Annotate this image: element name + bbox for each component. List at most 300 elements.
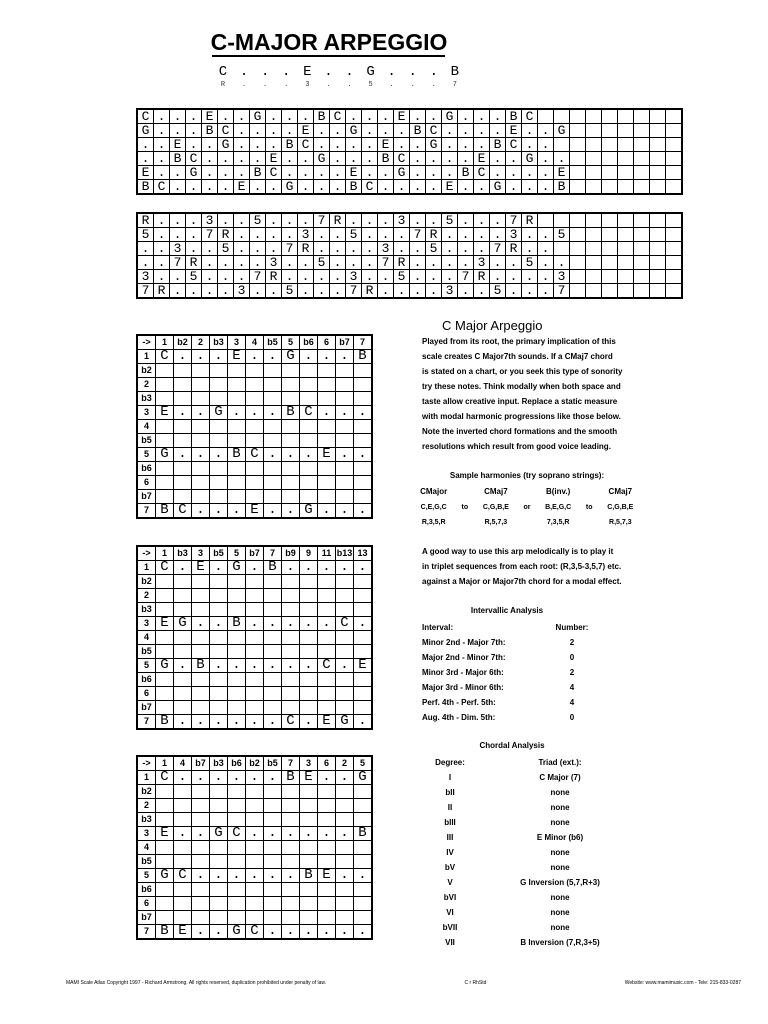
grid-header-cell: 4: [174, 756, 192, 771]
fret-degree-cell: [586, 213, 602, 228]
triad-col-header: Triad (ext.):: [538, 758, 582, 767]
grid-header-cell: 1: [156, 335, 174, 350]
grid-row: [137, 350, 372, 364]
grid-cell: [192, 589, 210, 603]
grid-header-cell: b7: [246, 546, 264, 561]
grid-cell: [318, 589, 336, 603]
fret-note-cell: [602, 109, 618, 124]
fret-degree-cell: 7: [202, 228, 218, 242]
grid-cell: [210, 841, 228, 855]
grid-row-label: 6: [137, 687, 156, 701]
fret-degree-cell: .: [314, 270, 330, 284]
grid-cell: [318, 883, 336, 897]
fret-degree-cell: .: [474, 213, 490, 228]
grid-cell: [354, 673, 373, 687]
fret-note-cell: [570, 180, 586, 195]
sequence-degree: .: [263, 81, 268, 89]
grid-cell: [300, 575, 318, 589]
fret-degree-cell: 7: [506, 213, 522, 228]
grid-cell: [228, 476, 246, 490]
grid-cell: .: [174, 827, 192, 841]
fret-degree-cell: [634, 213, 650, 228]
grid-cell: [246, 785, 264, 799]
grid-cell: [228, 462, 246, 476]
grid-cell: [228, 883, 246, 897]
grid-cell: [174, 462, 192, 476]
grid-cell: [156, 687, 174, 701]
grid-cell: E: [228, 350, 246, 364]
fret-note-cell: [570, 109, 586, 124]
fret-note-cell: B: [202, 124, 218, 138]
chord-row: [420, 935, 640, 950]
chord-triad: none: [550, 818, 570, 827]
grid-cell: [300, 841, 318, 855]
sequence-note: E: [303, 64, 312, 80]
grid-cell: [192, 673, 210, 687]
fret-note-cell: [650, 166, 666, 180]
grid-header-cell: 4: [246, 335, 264, 350]
fret-degree-cell: .: [234, 242, 250, 256]
fret-note-cell: .: [474, 109, 490, 124]
fret-note-cell: .: [378, 180, 394, 195]
intervallic-table-wrap: [422, 620, 602, 725]
grid-cell: [336, 476, 354, 490]
fret-degree-cell: 5: [554, 228, 570, 242]
fret-note-row: [137, 166, 682, 180]
fret-note-cell: .: [362, 109, 378, 124]
grid-cell: [228, 420, 246, 434]
grid-cell: [174, 673, 192, 687]
fret-degree-cell: 3: [234, 284, 250, 299]
grid-row-label: b2: [137, 785, 156, 799]
fret-note-cell: C: [362, 180, 378, 195]
fret-degree-cell: .: [538, 270, 554, 284]
fret-degree-cell: 5: [522, 256, 538, 270]
grid-cell: E: [156, 406, 174, 420]
grid-cell: .: [354, 561, 373, 575]
fret-degree-cell: .: [442, 270, 458, 284]
grid-cell: [354, 476, 373, 490]
melodic-line: A good way to use this arp melodically is to play it: [422, 547, 614, 556]
grid-cell: [210, 631, 228, 645]
fret-note-cell: [634, 166, 650, 180]
harmony-degrees: [455, 519, 474, 526]
grid-cell: [282, 378, 300, 392]
grid-cell: B: [354, 827, 373, 841]
grid-cell: [246, 631, 264, 645]
grid-cell: B: [282, 771, 300, 785]
grid-cell: [318, 799, 336, 813]
grid-header-cell: b5: [210, 546, 228, 561]
fret-note-cell: .: [426, 166, 442, 180]
fret-degree-cell: .: [170, 228, 186, 242]
fret-degree-cell: .: [234, 228, 250, 242]
grid-row-label: b7: [137, 490, 156, 504]
fret-note-cell: [618, 138, 634, 152]
grid-header-cell: b9: [282, 546, 300, 561]
grid-header-cell: b5: [264, 756, 282, 771]
sequence-note: G: [366, 64, 375, 80]
grid-cell: C: [318, 659, 336, 673]
grid-row-label: b3: [137, 813, 156, 827]
fret-degree-cell: .: [426, 270, 442, 284]
sequence-degree: .: [347, 81, 352, 89]
fret-note-cell: E: [298, 124, 314, 138]
grid-row-label: b7: [137, 911, 156, 925]
fret-degree-cell: .: [218, 284, 234, 299]
fret-degree-cell: .: [394, 284, 410, 299]
grid-cell: [174, 476, 192, 490]
grid-cell: .: [336, 659, 354, 673]
chord-triad: G Inversion (5,7,R+3): [520, 878, 600, 887]
grid-header-cell: ->: [137, 335, 156, 350]
grid-cell: .: [246, 617, 264, 631]
fret-degree-cell: R: [218, 228, 234, 242]
grid-cell: .: [228, 406, 246, 420]
grid-cell: [354, 575, 373, 589]
grid-cell: C: [174, 504, 192, 519]
sequence-note: C: [218, 64, 228, 80]
fret-degree-cell: .: [266, 284, 282, 299]
grid-cell: [354, 364, 373, 378]
grid-row-label: 4: [137, 631, 156, 645]
fret-note-cell: .: [458, 109, 474, 124]
grid-row-label: 5: [137, 869, 156, 883]
fret-note-cell: .: [298, 109, 314, 124]
fret-note-cell: .: [538, 166, 554, 180]
grid-cell: [318, 462, 336, 476]
fret-note-cell: [570, 166, 586, 180]
grid-row-label: b2: [137, 575, 156, 589]
grid-cell: .: [318, 617, 336, 631]
fretboard-degrees-table: [136, 212, 683, 299]
harmony-degrees: [580, 519, 599, 526]
description-line: is stated on a chart, or you seek this type of sonority: [422, 367, 623, 376]
fret-degree-cell: .: [538, 284, 554, 299]
chord-degree: IV: [446, 848, 454, 857]
fret-note-cell: .: [522, 180, 538, 195]
fret-degree-cell: .: [298, 213, 314, 228]
grid-cell: E: [300, 771, 318, 785]
grid-cell: [210, 462, 228, 476]
grid-cell: [318, 841, 336, 855]
fret-degree-cell: 7: [250, 270, 266, 284]
grid-row: [137, 785, 372, 799]
grid-row-label: 7: [137, 715, 156, 730]
fret-degree-cell: .: [490, 256, 506, 270]
fret-degree-cell: 5: [250, 213, 266, 228]
grid-cell: [354, 785, 373, 799]
harmonies-degrees-row: [412, 519, 642, 526]
fret-note-cell: E: [394, 109, 410, 124]
fret-note-cell: [618, 152, 634, 166]
grid-cell: .: [336, 504, 354, 519]
fret-note-cell: .: [362, 138, 378, 152]
grid-cell: .: [174, 448, 192, 462]
grid-cell: [318, 897, 336, 911]
grid-cell: [246, 897, 264, 911]
fret-note-cell: .: [474, 124, 490, 138]
grid-cell: .: [210, 771, 228, 785]
fret-note-cell: [666, 180, 683, 195]
fret-degree-row: [137, 242, 682, 256]
interval-name: Major 3rd - Minor 6th:: [422, 683, 504, 692]
grid-cell: [354, 897, 373, 911]
fret-note-cell: E: [442, 180, 458, 195]
fretboard-notes-table: [136, 108, 683, 195]
section-title: C Major Arpeggio: [442, 318, 543, 333]
fret-degree-cell: .: [522, 270, 538, 284]
melodic-line: in triplet sequences from each root: (R,3,5-3,5,7) etc.: [422, 562, 622, 571]
grid-table-chromatic: [136, 334, 373, 519]
grid-header-cell: 5: [228, 546, 246, 561]
chord-row: [420, 875, 640, 890]
chord-triad: E Minor (b6): [536, 833, 584, 842]
grid-cell: [300, 364, 318, 378]
fret-degree-cell: .: [474, 284, 490, 299]
interval-name: Minor 2nd - Major 7th:: [422, 638, 506, 647]
sequence-degree: .: [410, 81, 415, 89]
grid-cell: [354, 462, 373, 476]
fret-degree-cell: .: [410, 242, 426, 256]
grid-row: [137, 504, 372, 519]
grid-cell: .: [282, 659, 300, 673]
grid-row-label: b5: [137, 645, 156, 659]
grid-cell: [300, 785, 318, 799]
fret-note-cell: .: [250, 180, 266, 195]
fret-note-cell: .: [522, 124, 538, 138]
fret-note-cell: C: [394, 152, 410, 166]
fret-note-cell: .: [154, 124, 170, 138]
fret-note-cell: [586, 138, 602, 152]
grid-cell: [354, 589, 373, 603]
grid-header-cell: 3: [300, 756, 318, 771]
fret-degree-cell: [650, 284, 666, 299]
fret-note-cell: B: [458, 166, 474, 180]
grid-cell: .: [264, 504, 282, 519]
grid-row: [137, 378, 372, 392]
sequence-degree: 3: [305, 81, 310, 89]
fret-note-cell: .: [458, 138, 474, 152]
fret-degree-cell: 5: [186, 270, 202, 284]
grid-row: [137, 575, 372, 589]
fret-note-cell: C: [218, 124, 234, 138]
fret-degree-cell: 7: [554, 284, 570, 299]
fret-degree-cell: .: [426, 213, 442, 228]
fret-degree-cell: .: [314, 242, 330, 256]
fret-note-cell: [650, 138, 666, 152]
harmony-degrees: 7,3,5,R: [546, 519, 570, 526]
chord-degree: bII: [445, 788, 455, 797]
sequence-note: .: [408, 64, 417, 80]
grid-cell: [174, 841, 192, 855]
grid-cell: [156, 420, 174, 434]
grid-cell: [300, 687, 318, 701]
grid-row-label: 7: [137, 925, 156, 940]
fret-degree-cell: .: [250, 228, 266, 242]
interval-number: 2: [569, 668, 575, 677]
grid-row-label: 5: [137, 448, 156, 462]
interval-name: Major 2nd - Minor 7th:: [422, 653, 506, 662]
grid-cell: B: [192, 659, 210, 673]
grid-cell: .: [282, 561, 300, 575]
fret-degree-cell: 7: [282, 242, 298, 256]
grid-cell: .: [282, 827, 300, 841]
fret-note-cell: B: [506, 109, 522, 124]
grid-cell: [246, 841, 264, 855]
grid-cell: .: [300, 925, 318, 940]
grid-cell: [174, 378, 192, 392]
fret-degree-cell: R: [154, 284, 170, 299]
chord-degree: bVI: [443, 893, 457, 902]
fret-note-cell: .: [442, 138, 458, 152]
grid-cell: .: [336, 869, 354, 883]
fret-degree-cell: 3: [474, 256, 490, 270]
grid-cell: .: [192, 448, 210, 462]
chord-triad: B Inversion (7,R,3+5): [520, 938, 600, 947]
grid-cell: [246, 673, 264, 687]
grid-cell: E: [246, 504, 264, 519]
grid-cell: [246, 364, 264, 378]
fret-note-cell: G: [218, 138, 234, 152]
grid-cell: [264, 476, 282, 490]
grid-cell: [156, 799, 174, 813]
grid-row-label: 1: [137, 771, 156, 785]
intervallic-heading: Intervallic Analysis: [470, 606, 544, 615]
fret-note-cell: C: [522, 109, 538, 124]
grid-cell: .: [264, 659, 282, 673]
fret-note-cell: .: [298, 166, 314, 180]
fret-degree-cell: 3: [266, 256, 282, 270]
grid-header-cell: 3: [228, 335, 246, 350]
fret-degree-cell: .: [314, 284, 330, 299]
grid-cell: C: [336, 617, 354, 631]
grid-cell: [156, 631, 174, 645]
fret-degree-cell: 3: [298, 228, 314, 242]
fret-note-cell: .: [426, 180, 442, 195]
fret-degree-cell: .: [378, 213, 394, 228]
grid-cell: [282, 364, 300, 378]
grid-cell: [300, 883, 318, 897]
grid-cell: [336, 364, 354, 378]
grid-cell: [210, 799, 228, 813]
grid-cell: [246, 589, 264, 603]
grid-cell: [156, 841, 174, 855]
grid-cell: [156, 378, 174, 392]
fret-degree-cell: .: [154, 228, 170, 242]
fret-degree-cell: [634, 270, 650, 284]
grid-row: [137, 406, 372, 420]
fret-note-cell: [570, 124, 586, 138]
grid-cell: [174, 785, 192, 799]
fret-degree-cell: [586, 270, 602, 284]
grid-cell: .: [174, 659, 192, 673]
grid-header-cell: b7: [192, 756, 210, 771]
fret-note-cell: G: [282, 180, 298, 195]
grid-cell: .: [336, 561, 354, 575]
fret-note-cell: [666, 152, 683, 166]
fret-degree-cell: .: [538, 228, 554, 242]
fret-degree-cell: .: [266, 213, 282, 228]
grid-header-cell: 3: [192, 546, 210, 561]
grid-cell: [192, 785, 210, 799]
fret-degree-cell: .: [538, 242, 554, 256]
grid-cell: [246, 420, 264, 434]
fret-degree-cell: .: [346, 213, 362, 228]
fret-note-cell: C: [266, 166, 282, 180]
fret-note-cell: .: [506, 166, 522, 180]
interval-name: Aug. 4th - Dim. 5th:: [422, 713, 496, 722]
fret-degree-cell: .: [410, 213, 426, 228]
fret-degree-cell: .: [250, 256, 266, 270]
fret-note-cell: C: [506, 138, 522, 152]
grid-cell: G: [210, 406, 228, 420]
sequence-note: .: [345, 64, 354, 80]
fret-note-cell: .: [346, 109, 362, 124]
harmony-name: B(inv.): [545, 487, 571, 496]
grid-row: [137, 476, 372, 490]
interval-number: 0: [569, 653, 575, 662]
grid-cell: [264, 378, 282, 392]
grid-cell: [300, 673, 318, 687]
fret-degree-cell: [634, 228, 650, 242]
fret-note-cell: [586, 124, 602, 138]
fret-degree-cell: 5: [490, 284, 506, 299]
fret-degree-cell: .: [506, 284, 522, 299]
grid-cell: .: [300, 715, 318, 730]
grid-cell: [264, 673, 282, 687]
fret-degree-cell: .: [506, 270, 522, 284]
grid-cell: .: [264, 406, 282, 420]
fret-degree-cell: .: [170, 270, 186, 284]
grid-cell: G: [300, 504, 318, 519]
grid-cell: [354, 799, 373, 813]
grid-row-label: 5: [137, 659, 156, 673]
grid-cell: [336, 897, 354, 911]
grid-cell: B: [282, 406, 300, 420]
grid-row-label: 6: [137, 476, 156, 490]
grid-cell: B: [300, 869, 318, 883]
grid-cell: [300, 420, 318, 434]
grid-cell: [318, 364, 336, 378]
grid-cell: [192, 631, 210, 645]
fret-degree-cell: .: [362, 256, 378, 270]
fret-note-cell: [602, 152, 618, 166]
fret-degree-cell: 5: [282, 284, 298, 299]
fret-note-cell: G: [137, 124, 154, 138]
fret-degree-cell: .: [186, 284, 202, 299]
grid-cell: .: [210, 504, 228, 519]
grid-cell: [192, 883, 210, 897]
grid-cell: .: [192, 827, 210, 841]
grid-cell: .: [192, 504, 210, 519]
grid-header-cell: 2: [192, 335, 210, 350]
chord-degree: III: [446, 833, 454, 842]
fret-note-cell: [602, 124, 618, 138]
fret-note-cell: .: [314, 138, 330, 152]
harmonies-names-row: [412, 487, 642, 496]
fret-degree-cell: .: [458, 242, 474, 256]
grid-cell: [228, 785, 246, 799]
fret-note-cell: .: [202, 138, 218, 152]
grid-cell: .: [174, 771, 192, 785]
grid-row-label: 4: [137, 420, 156, 434]
fret-note-cell: E: [506, 124, 522, 138]
harmony-notes: or: [523, 504, 531, 511]
grid-row: [137, 617, 372, 631]
grid-cell: [354, 631, 373, 645]
chord-row: [420, 800, 640, 815]
